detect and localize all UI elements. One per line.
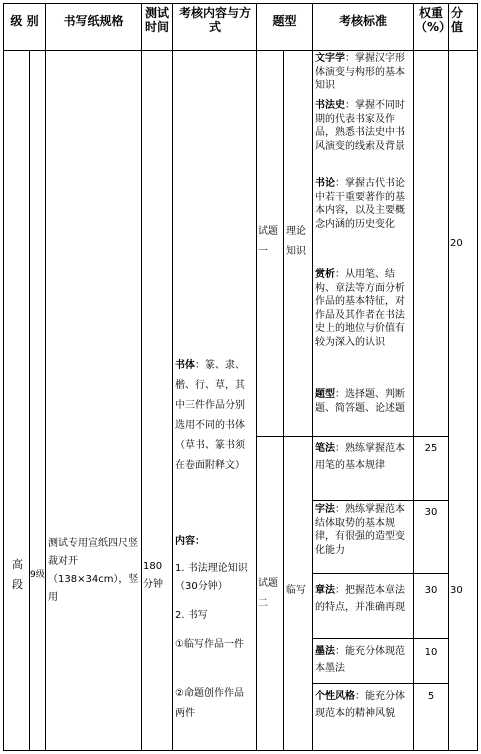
- col-line: [45, 3, 46, 751]
- criterion-text: ：把握范本章法的特点，并准确再现: [315, 585, 405, 613]
- criterion-title: 书论: [315, 178, 335, 189]
- q2-weight-5: 5: [427, 691, 435, 702]
- header-weight: 权重（%）: [415, 6, 452, 34]
- level-b: 9级: [30, 570, 45, 580]
- criterion-title: 赏析: [315, 269, 335, 280]
- criteria-divider: [312, 500, 448, 501]
- content-font-title: 书体: [175, 360, 195, 371]
- content-item-3: ①临写作品一件: [175, 639, 244, 650]
- header-time: 测试时间: [144, 6, 169, 34]
- test-time: 180分钟: [143, 561, 163, 590]
- q2-id: 试题二: [258, 578, 278, 609]
- q1-criterion-2: [315, 99, 411, 153]
- col-line: [256, 3, 257, 751]
- q2-criterion-2: [315, 503, 411, 557]
- type-split-line: [283, 50, 284, 751]
- criterion-title: 书法史: [315, 100, 345, 111]
- q2-score: 30: [450, 585, 463, 596]
- criterion-title: 章法: [315, 585, 335, 596]
- q2-weight-1: 25: [424, 443, 438, 454]
- col-line: [172, 3, 173, 751]
- criterion-text: ：掌握古代书论中若干重要著作的基本内容，以及主要概念内涵的历史变化: [315, 178, 405, 230]
- criterion-text: ：选择题、判断题、简答题、论述题: [315, 389, 405, 414]
- criteria-divider: [312, 638, 448, 639]
- criterion-title: 墨法: [315, 646, 335, 657]
- criterion-text: ：熟练掌握范本用笔的基本规律: [315, 443, 405, 471]
- criterion-text: ：掌握汉字形体演变与构形的基本知识: [315, 53, 405, 92]
- header-content: 考核内容与方式: [178, 6, 251, 34]
- header-divider: [3, 50, 478, 51]
- q1-criterion-3: [315, 177, 411, 231]
- content-item-4: ②命题创作作品两件: [175, 688, 244, 719]
- content-item-2: 2. 书写: [175, 610, 208, 621]
- header-level: 级 别: [10, 14, 39, 28]
- criterion-text: ：能充分体现范本墨法: [315, 646, 405, 674]
- criterion-text: ：掌握不同时期的代表书家及作品，熟悉书法史中书风演变的线索及背景: [315, 100, 405, 152]
- q1-criterion-5: [315, 388, 411, 415]
- criterion-title: 文字学: [315, 53, 345, 64]
- criterion-text: ：能充分体现范本的精神风貌: [315, 691, 405, 719]
- criteria-divider: [312, 573, 448, 574]
- criterion-text: ：熟练掌握范本结体取势的基本规律，有很强的造型变化能力: [315, 504, 405, 556]
- q1-criterion-1: [315, 52, 411, 93]
- content-title: 内容：: [175, 536, 205, 547]
- header-type: 题型: [272, 14, 297, 28]
- q2-type: 临写: [286, 585, 306, 596]
- q2-criterion-3: [315, 582, 411, 616]
- q1-type: 理论知识: [286, 226, 306, 257]
- q2-criterion-5: [315, 688, 411, 722]
- paper-spec: 测试专用宣纸四尺竖裁对开（138×34cm），竖用: [48, 538, 139, 603]
- q2-criterion-4: [315, 643, 411, 677]
- criterion-title: 笔法: [315, 443, 335, 454]
- criterion-title: 个性风格: [315, 691, 355, 702]
- criterion-title: 字法: [315, 504, 335, 515]
- q2-weight-2: 30: [424, 507, 438, 518]
- q1-score: 20: [450, 238, 463, 249]
- header-standard: 考核标准: [338, 14, 387, 28]
- criteria-divider: [312, 683, 448, 684]
- col-line: [448, 3, 449, 751]
- q2-weight-4: 10: [424, 647, 438, 658]
- q2-criterion-1: [315, 440, 411, 474]
- level-split-line: [29, 50, 30, 751]
- q-divider: [256, 436, 448, 437]
- header-paper: 书写纸规格: [63, 14, 124, 28]
- content-item-1: 1. 书法理论知识（30分钟）: [175, 563, 248, 592]
- content-font-text: ：篆、隶、楷、行、草，其中三件作品分别选用不同的书体（草书、篆书须在卷面附释文）: [175, 360, 245, 471]
- criterion-title: 题型: [315, 389, 335, 400]
- q1-id: 试题一: [258, 226, 278, 257]
- content-font: [175, 356, 253, 476]
- criterion-text: ：从用笔、结构、章法等方面分析作品的基本特征，对作品及其作者在书法史上的地位与价值有较为深入的认识: [315, 269, 405, 348]
- header-score: 分值: [450, 6, 463, 34]
- level-a: 高段: [12, 558, 23, 591]
- col-line: [141, 3, 142, 751]
- q1-criterion-4: [315, 268, 411, 350]
- q2-weight-3: 30: [424, 585, 438, 596]
